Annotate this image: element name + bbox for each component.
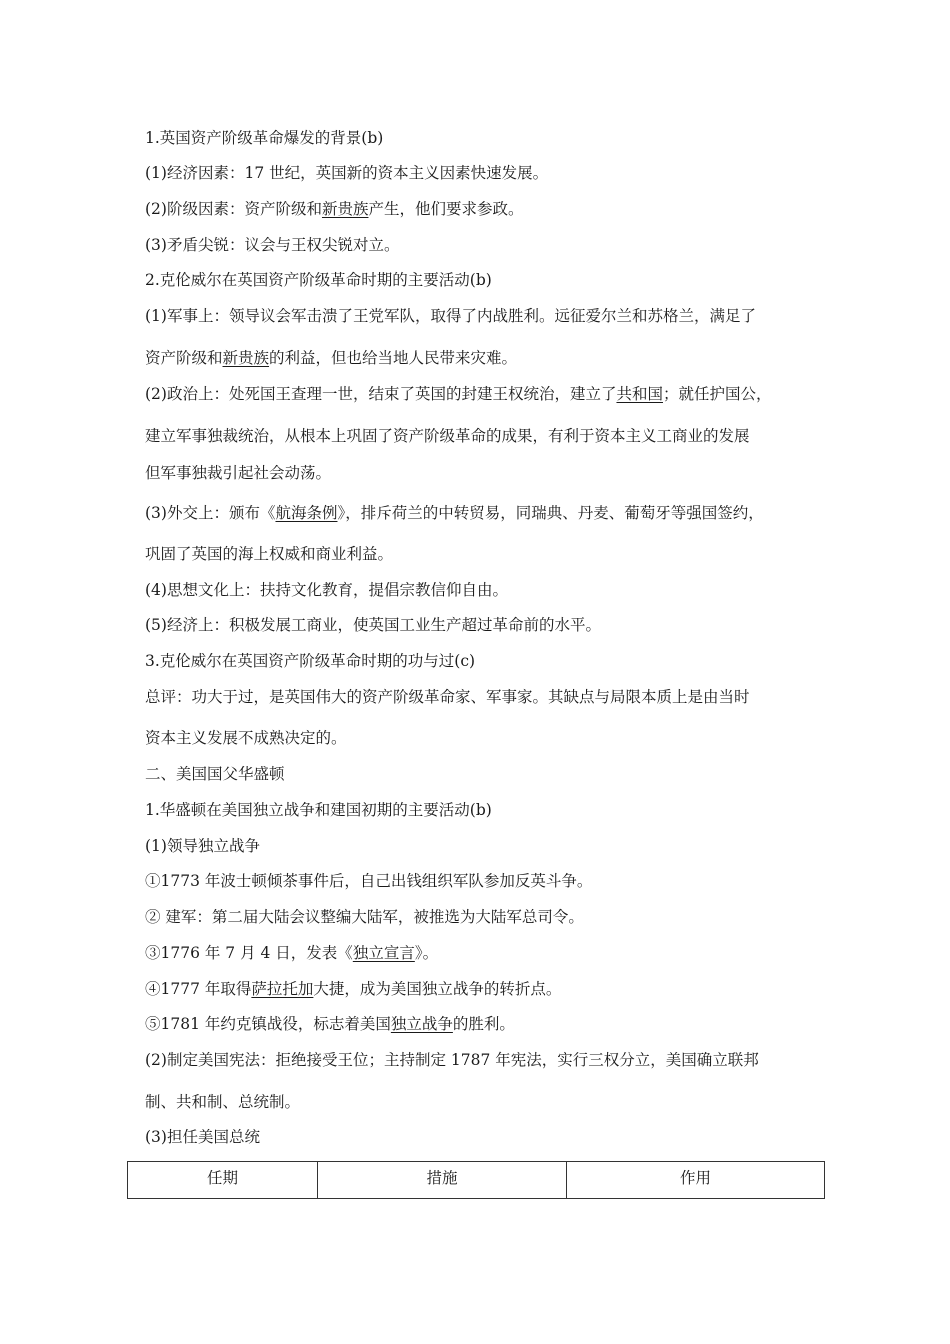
text-line (145, 544, 393, 564)
text-segment: 但军事独裁引起社会动荡。 (145, 464, 332, 482)
text-segment: ③1776 年 7 月 4 日，发表《 (145, 944, 353, 962)
underlined-keyword: 独立战争 (390, 1015, 453, 1033)
text-segment: 建立军事独裁统治，从根本上巩固了资产阶级革命的成果，有利于资本主义工商业的发展 (145, 427, 750, 445)
text-segment: ①1773 年波士顿倾茶事件后，自己出钱组织军队参加反英斗争。 (145, 872, 593, 890)
text-line (145, 270, 492, 290)
text-segment: 》，排斥荷兰的中转贸易，同瑞典、丹麦、葡萄牙等强国签约， (337, 504, 764, 522)
text-line (145, 306, 756, 326)
text-segment: 3.克伦威尔在英国资产阶级革命时期的功与过(c) (145, 652, 476, 670)
text-segment: 资产阶级和 (145, 349, 223, 367)
text-line (145, 1050, 759, 1070)
text-segment: 资本主义发展不成熟决定的。 (145, 729, 347, 747)
text-line (145, 503, 764, 523)
text-line (145, 687, 750, 707)
table-header-row (128, 1162, 825, 1199)
table-header-cell: 作用 (567, 1162, 825, 1199)
table-header-cell: 措施 (318, 1162, 567, 1199)
text-segment: (3)矛盾尖锐：议会与王权尖锐对立。 (145, 236, 400, 254)
text-segment: 1.英国资产阶级革命爆发的背景(b) (145, 129, 384, 147)
text-line (145, 943, 438, 963)
text-line (145, 128, 383, 148)
text-line (145, 764, 285, 784)
text-segment: 大捷，成为美国独立战争的转折点。 (313, 980, 562, 998)
text-segment: ④1777 年取得 (145, 980, 252, 998)
text-segment: (4)思想文化上：扶持文化教育，提倡宗教信仰自由。 (145, 581, 508, 599)
underlined-keyword: 萨拉托加 (251, 980, 314, 998)
text-line (145, 235, 399, 255)
text-line (145, 871, 592, 891)
text-line (145, 836, 260, 856)
text-segment: ⑤1781 年约克镇战役，标志着美国 (145, 1015, 391, 1033)
text-segment: 巩固了英国的海上权威和商业利益。 (145, 545, 394, 563)
text-line (145, 384, 772, 404)
text-segment: 2.克伦威尔在英国资产阶级革命时期的主要活动(b) (145, 271, 492, 289)
text-line (145, 728, 347, 748)
text-segment: (1)军事上：领导议会军击溃了王党军队，取得了内战胜利。远征爱尔兰和苏格兰，满足了 (145, 307, 756, 325)
text-line (145, 979, 561, 999)
text-segment: 产生，他们要求参政。 (368, 200, 524, 218)
text-line (145, 199, 524, 219)
text-segment: (3)外交上：颁布《 (145, 504, 276, 522)
underlined-keyword: 新贵族 (222, 349, 270, 367)
text-segment: (1)领导独立战争 (145, 837, 260, 855)
text-segment: (2)政治上：处死国王查理一世，结束了英国的封建王权统治，建立了 (145, 385, 617, 403)
text-segment: (5)经济上：积极发展工商业，使英国工业生产超过革命前的水平。 (145, 616, 601, 634)
text-segment: 制、共和制、总统制。 (145, 1093, 301, 1111)
text-line (145, 1092, 300, 1112)
text-line (145, 580, 508, 600)
text-segment: 总评：功大于过，是英国伟大的资产阶级革命家、军事家。其缺点与局限本质上是由当时 (145, 688, 750, 706)
text-line (145, 163, 548, 183)
text-segment: 的胜利。 (452, 1015, 515, 1033)
underlined-keyword: 共和国 (616, 385, 663, 403)
underlined-keyword: 独立宣言 (352, 944, 415, 962)
text-line (145, 1014, 515, 1034)
text-line (145, 463, 331, 483)
presidency-table (127, 1161, 825, 1199)
underlined-keyword: 新贵族 (321, 200, 369, 218)
text-line (145, 800, 492, 820)
text-line (145, 907, 584, 927)
text-segment: 1.华盛顿在美国独立战争和建国初期的主要活动(b) (145, 801, 492, 819)
text-segment: (1)经济因素：17 世纪，英国新的资本主义因素快速发展。 (145, 164, 549, 182)
table-header-cell: 任期 (128, 1162, 318, 1199)
text-segment: ；就任护国公， (662, 385, 772, 403)
text-segment: (2)阶级因素：资产阶级和 (145, 200, 322, 218)
text-segment: ② 建军：第二届大陆会议整编大陆军，被推选为大陆军总司令。 (145, 908, 584, 926)
text-line (145, 651, 475, 671)
text-segment: 的利益，但也给当地人民带来灾难。 (269, 349, 518, 367)
text-line (145, 426, 750, 446)
text-segment: 》。 (414, 944, 439, 962)
underlined-keyword: 航海条例 (275, 504, 338, 522)
text-segment: (2)制定美国宪法：拒绝接受王位；主持制定 1787 年宪法，实行三权分立，美国确立联邦 (145, 1051, 759, 1069)
text-line (145, 348, 517, 368)
text-line (145, 615, 601, 635)
text-segment: (3)担任美国总统 (145, 1128, 260, 1146)
text-segment: 二、美国国父华盛顿 (145, 765, 285, 783)
text-line (145, 1127, 260, 1147)
